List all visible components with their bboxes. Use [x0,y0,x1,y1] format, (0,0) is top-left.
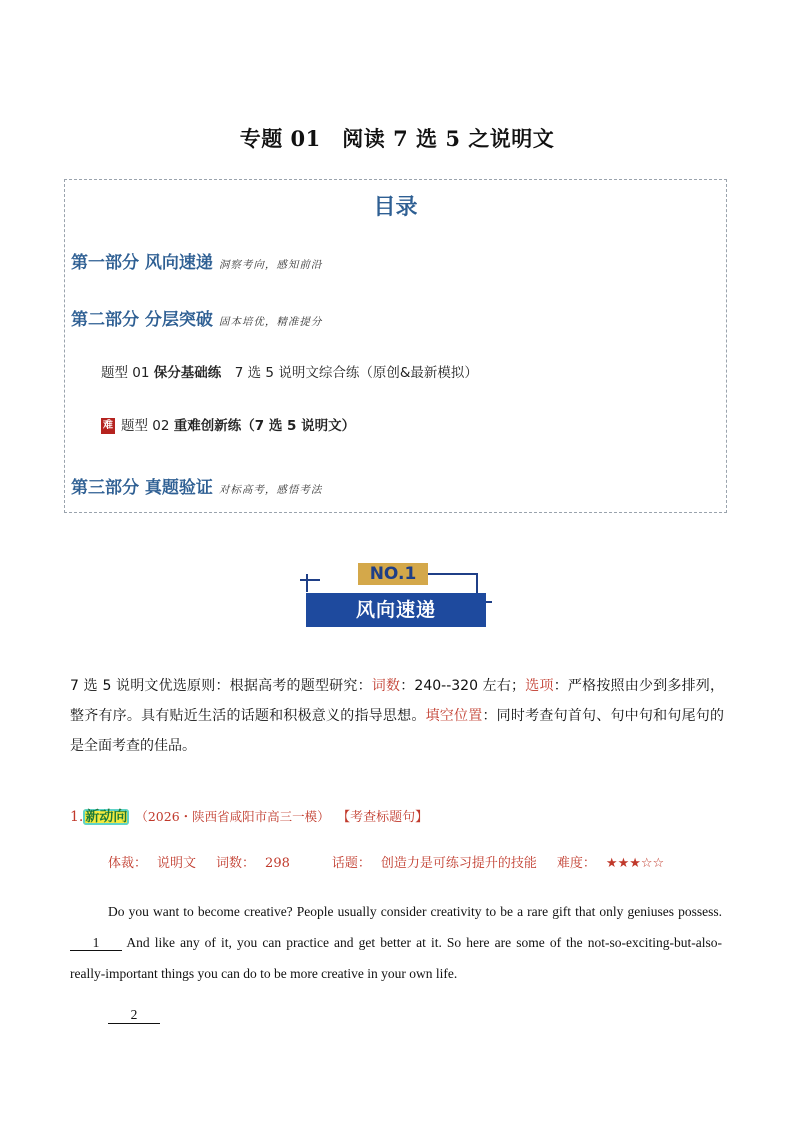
difficulty-label: 难度： [556,856,596,871]
intro-text: 7 选 5 说明文优选原则：根据高考的题型研究： [70,678,372,694]
toc-part-3[interactable] [71,473,322,498]
answer-blank[interactable]: 1 [70,936,122,951]
intro-keyword: 词数 [371,678,401,694]
toc-subitem-2[interactable] [101,414,355,434]
intro-keyword: 填空位置 [425,708,483,724]
toc-part-note: 洞察考向，感知前沿 [218,259,323,271]
banner-line [306,574,308,592]
genre-label: 体裁： [108,856,148,871]
toc-part-label: 第二部分 分层突破 [71,310,213,330]
passage-text: And like any of it, you can practice and get better at it. So here are some of the not-so-exciting-but-also-really-important things you can do to be more creative in your own life. [70,935,722,981]
subitem-prefix: 题型 02 [121,418,174,434]
intro-paragraph [70,671,724,761]
banner-line [300,579,320,581]
subitem-title: 保分基础练 [153,365,222,381]
subitem-desc: 7 选 5 说明文综合练（原创&最新模拟） [221,365,478,381]
words-value: 298 [265,856,290,871]
passage-paragraph [70,896,722,989]
toc-part-label: 第一部分 风向速递 [71,253,213,273]
intro-keyword: 选项 [525,678,554,694]
toc-part-note: 固本培优，精准提分 [218,316,323,328]
topic-label: 话题： [331,856,371,871]
toc-subitem-1[interactable] [101,361,478,381]
difficulty-stars: ★★★☆☆ [605,856,665,871]
subitem-title: 重难创新练（7 选 5 说明文） [173,418,356,434]
passage-text: Do you want to become creative? People usually consider creativity to be a rare gift that only geniuses possess. [108,904,722,919]
question-source: （2026・陕西省咸阳市高三一模） [135,809,330,824]
question-number: 1. [70,809,84,825]
intro-text: ：240--320 左右； [400,678,526,694]
answer-blank[interactable]: 2 [108,1007,160,1024]
banner-line [476,573,478,595]
section-banner [296,563,496,633]
page-title: 专题 01 阅读 7 选 5 之说明文 [239,126,555,151]
intro-text: ：同时考查句首句、句中句和句尾句的是全面考查的佳品。 [70,708,725,754]
toc-part-label: 第三部分 真题验证 [71,478,213,498]
topic-value: 创造力是可练习提升的技能 [380,856,537,871]
question-header [70,806,428,826]
subitem-prefix: 题型 01 [101,365,154,381]
toc-part-note: 对标高考，感悟考法 [218,484,323,496]
new-trend-tag: 新动向 [85,809,128,825]
intro-text: ：严格按照由少到多排列，整齐有序。具有贴近生活的话题和积极意义的指导思想。 [70,678,725,724]
banner-number: NO.1 [358,563,428,585]
toc-part-1[interactable] [71,248,322,273]
toc-part-2[interactable] [71,305,322,330]
question-meta [108,852,684,871]
table-of-contents [64,179,727,513]
toc-heading: 目录 [373,195,418,220]
question-kind: 【考查标题句】 [343,810,429,825]
banner-title: 风向速递 [306,593,486,627]
words-label: 词数： [216,856,256,871]
genre-value: 说明文 [157,856,197,871]
difficulty-badge: 难 [101,418,115,434]
